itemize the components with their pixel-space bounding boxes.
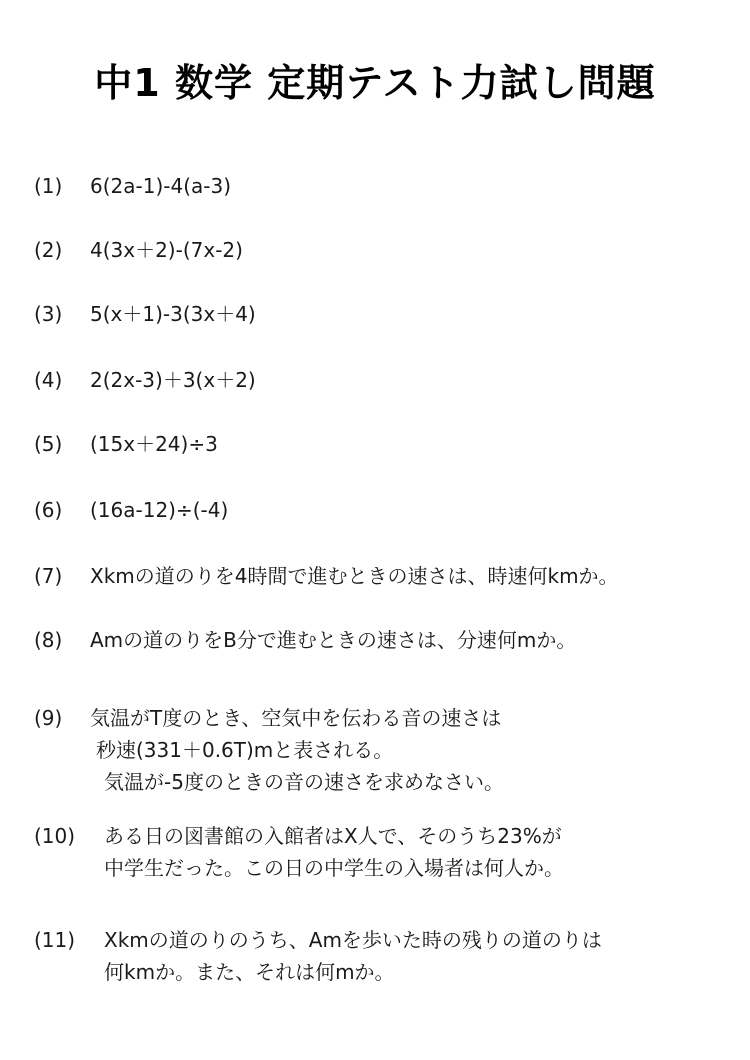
problem-text: 気温がT度のとき、空気中を伝わる音の速さは (90, 706, 502, 730)
problem-text: Xkmの道のりのうち、Amを歩いた時の残りの道のりは (104, 928, 602, 952)
problem-text: Amの道のりをB分で進むときの速さは、分速何mか。 (90, 628, 577, 652)
page-title: 中1 数学 定期テスト力試し問題 (94, 61, 656, 105)
problem-number: (9) (34, 706, 63, 730)
problem-text: 6(2a-1)-4(a-3) (90, 174, 231, 198)
problem-number: (5) (34, 432, 63, 456)
problem-text: Xkmの道のりを4時間で進むときの速さは、時速何kmか。 (90, 564, 619, 588)
problem-number: (7) (34, 564, 63, 588)
problem-text-continued: 秒速(331＋0.6T)mと表される。 (96, 738, 394, 762)
problem-number: (8) (34, 628, 63, 652)
problem-9 (34, 702, 501, 734)
problem-text: (16a-12)÷(-4) (90, 498, 229, 522)
problem-text: 4(3x＋2)-(7x-2) (90, 238, 243, 262)
problem-10 (34, 820, 562, 852)
problem-text: (15x＋24)÷3 (90, 432, 218, 456)
problem-text: 5(x＋1)-3(3x＋4) (90, 302, 256, 326)
problem-2 (34, 234, 243, 266)
problem-text-continued: 中学生だった。この日の中学生の入場者は何人か。 (104, 856, 564, 880)
problem-11 (34, 924, 602, 956)
problem-text: ある日の図書館の入館者はX人で、そのうち23%が (104, 824, 562, 848)
problem-text-continued: 何kmか。また、それは何mか。 (104, 960, 395, 984)
problem-1 (34, 170, 231, 202)
problem-number: (1) (34, 174, 63, 198)
problem-number: (3) (34, 302, 63, 326)
problem-3 (34, 298, 256, 330)
problem-7 (34, 560, 619, 592)
problem-number: (6) (34, 498, 63, 522)
problem-number: (11) (34, 928, 76, 952)
problem-number: (10) (34, 824, 76, 848)
problem-5 (34, 428, 218, 460)
problem-8 (34, 624, 576, 656)
problem-text-continued: 気温が-5度のときの音の速さを求めなさい。 (104, 770, 504, 794)
problem-4 (34, 364, 256, 396)
problem-text: 2(2x-3)＋3(x＋2) (90, 368, 256, 392)
problem-number: (4) (34, 368, 63, 392)
problem-6 (34, 494, 228, 526)
problem-number: (2) (34, 238, 63, 262)
